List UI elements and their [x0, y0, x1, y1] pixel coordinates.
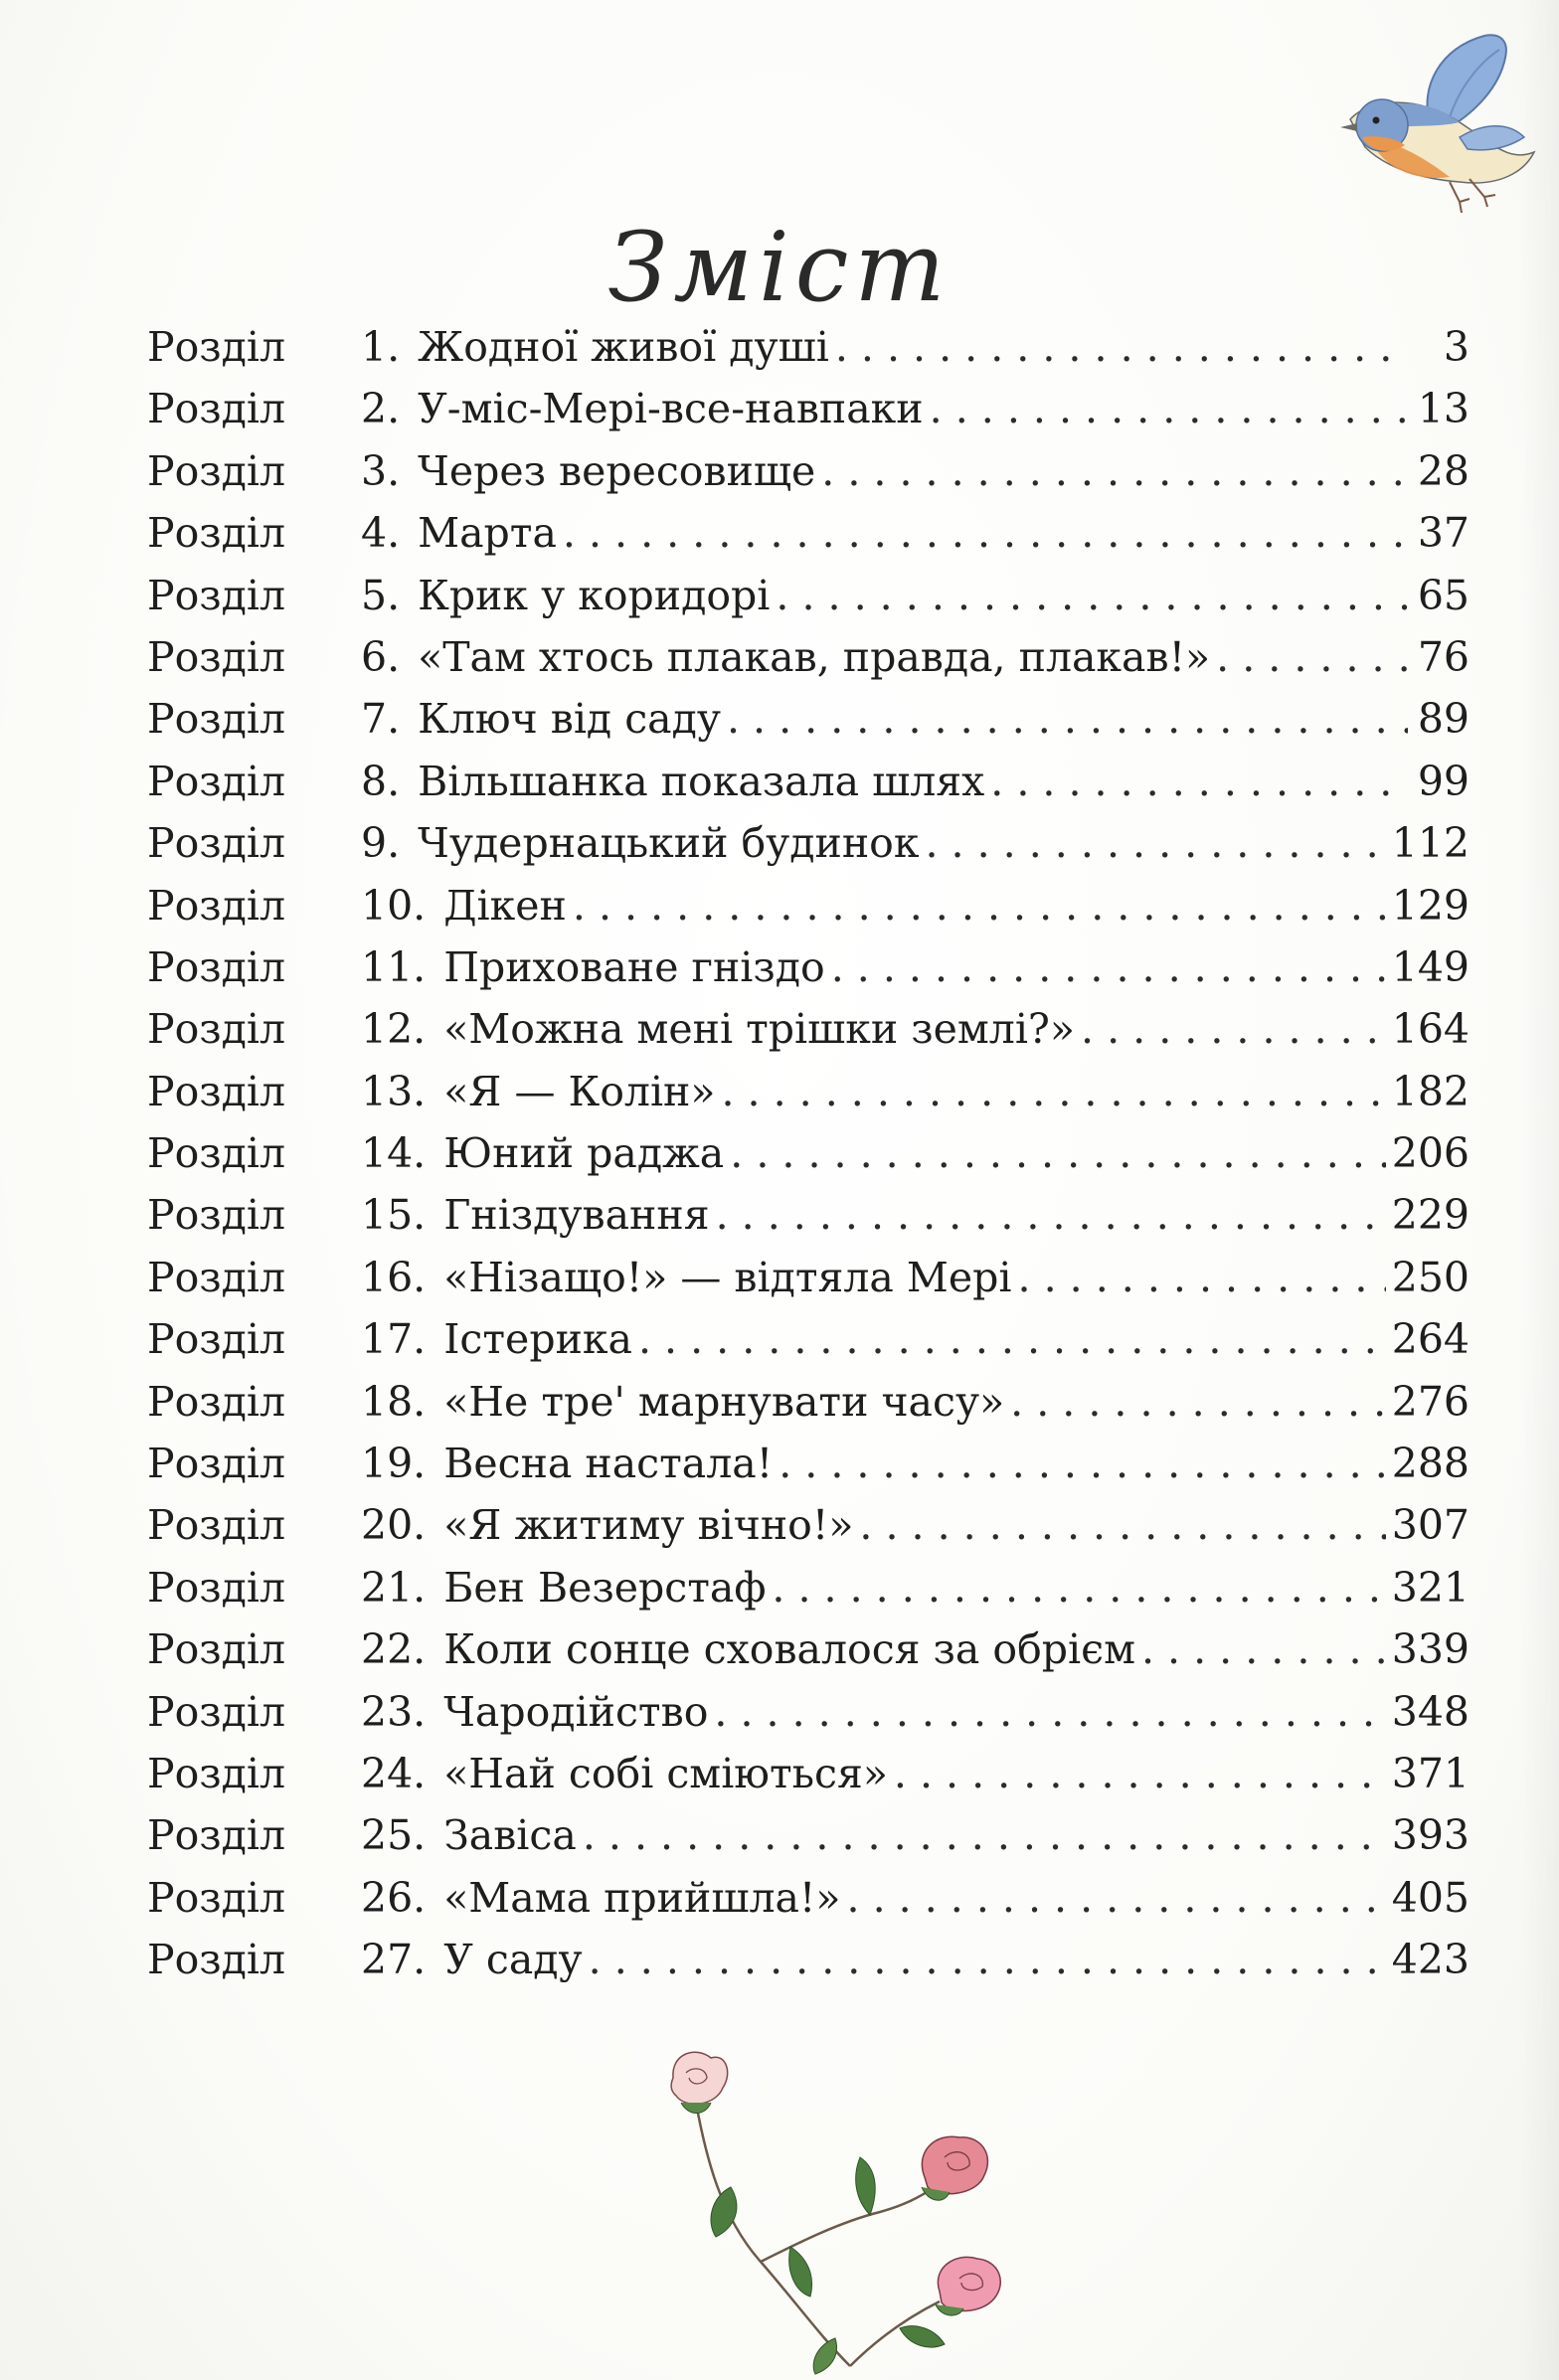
toc-entry: [147, 440, 1470, 502]
page-title: Зміст: [607, 212, 952, 324]
chapter-number: 25.: [361, 1811, 427, 1860]
toc-entry: [147, 1804, 1470, 1866]
chapter-number: 10.: [361, 881, 427, 930]
toc-entry: [147, 1433, 1470, 1494]
page-number: 250: [1391, 1253, 1470, 1301]
dot-leader: [730, 1122, 1385, 1184]
page-number: 3: [1443, 323, 1470, 371]
toc-entry: [147, 1494, 1470, 1556]
page-number: 13: [1417, 385, 1470, 433]
chapter-word: Розділ: [147, 942, 286, 991]
chapter-number: 9.: [361, 819, 401, 868]
chapter-word: Розділ: [147, 881, 286, 930]
page-number: 339: [1391, 1625, 1470, 1674]
page-edge-shadow: [1519, 0, 1559, 2380]
dot-leader: [563, 502, 1408, 564]
dot-leader: [835, 316, 1408, 378]
chapter-number: 23.: [361, 1687, 427, 1736]
chapter-word: Розділ: [147, 1315, 286, 1364]
chapter-number: 1.: [361, 323, 401, 371]
chapter-word: Розділ: [147, 1873, 286, 1922]
toc-entry: [147, 502, 1470, 564]
dot-leader: [990, 751, 1408, 812]
chapter-number: 15.: [361, 1191, 427, 1240]
chapter-title: «Я житиму вічно!»: [443, 1501, 854, 1550]
chapter-number: 13.: [361, 1067, 427, 1115]
chapter-word: Розділ: [147, 1253, 286, 1301]
chapter-title: Чудернацький будинок: [418, 819, 920, 868]
page-number: 405: [1391, 1873, 1470, 1922]
toc-entry: [147, 1681, 1470, 1743]
page-number: 129: [1391, 881, 1470, 930]
chapter-word: Розділ: [147, 1129, 286, 1178]
dot-leader: [930, 378, 1408, 439]
page-number: 149: [1391, 942, 1470, 991]
chapter-title: Приховане гніздо: [443, 942, 825, 991]
chapter-word: Розділ: [147, 1563, 286, 1612]
chapter-title: Ключ від саду: [418, 695, 721, 744]
dot-leader: [638, 1308, 1386, 1370]
chapter-number: 11.: [361, 942, 427, 991]
dot-leader: [573, 875, 1386, 936]
chapter-title: Чародійство: [443, 1687, 709, 1736]
page-number: 112: [1391, 819, 1470, 868]
chapter-number: 22.: [361, 1625, 427, 1674]
chapter-number: 17.: [361, 1315, 427, 1364]
chapter-word: Розділ: [147, 1687, 286, 1736]
page-number: 229: [1391, 1191, 1470, 1240]
chapter-number: 16.: [361, 1253, 427, 1301]
page-number: 371: [1391, 1749, 1470, 1797]
toc-entry: [147, 565, 1470, 626]
chapter-word: Розділ: [147, 695, 286, 744]
page-number: 206: [1391, 1129, 1470, 1178]
chapter-number: 19.: [361, 1440, 427, 1488]
toc-entry: [147, 1618, 1470, 1680]
toc-entry: [147, 1184, 1470, 1246]
chapter-word: Розділ: [147, 385, 286, 433]
dot-leader: [1018, 1247, 1386, 1308]
roses-icon: [611, 2048, 1029, 2376]
chapter-title: Дікен: [443, 881, 567, 930]
chapter-word: Розділ: [147, 1625, 286, 1674]
chapter-title: Коли сонце сховалося за обрієм: [443, 1625, 1135, 1674]
chapter-word: Розділ: [147, 1005, 286, 1054]
dot-leader: [1216, 626, 1408, 688]
toc-entry: [147, 1929, 1470, 1990]
dot-leader: [821, 440, 1408, 502]
dot-leader: [859, 1494, 1385, 1556]
chapter-number: 7.: [361, 695, 401, 744]
chapter-title: Марта: [418, 509, 557, 558]
chapter-word: Розділ: [147, 1501, 286, 1550]
toc-entry: [147, 1122, 1470, 1184]
chapter-title: Гніздування: [443, 1191, 710, 1240]
chapter-number: 20.: [361, 1501, 427, 1550]
toc-entry: [147, 316, 1470, 378]
dot-leader: [583, 1804, 1386, 1866]
toc-entry: [147, 1371, 1470, 1433]
page-number: 99: [1417, 757, 1470, 805]
toc-entry: [147, 998, 1470, 1060]
dot-leader: [1010, 1371, 1386, 1433]
toc-entry: [147, 751, 1470, 812]
dot-leader: [727, 688, 1408, 750]
chapter-title: «Нізащо!» — відтяла Мері: [443, 1253, 1012, 1301]
chapter-title: «Там хтось плакав, правда, плакав!»: [418, 632, 1211, 681]
chapter-word: Розділ: [147, 1749, 286, 1797]
chapter-word: Розділ: [147, 571, 286, 619]
chapter-number: 2.: [361, 385, 401, 433]
chapter-title: Бен Везерстаф: [443, 1563, 767, 1612]
chapter-word: Розділ: [147, 1191, 286, 1240]
toc-entry: [147, 936, 1470, 998]
chapter-number: 5.: [361, 571, 401, 619]
chapter-title: Завіса: [443, 1811, 577, 1860]
page-number: 89: [1417, 695, 1470, 744]
chapter-title: У-міс-Мері-все-навпаки: [418, 385, 924, 433]
chapter-title: У саду: [443, 1936, 583, 1984]
chapter-word: Розділ: [147, 1377, 286, 1426]
page-number: 76: [1417, 632, 1470, 681]
chapter-word: Розділ: [147, 1067, 286, 1115]
chapter-title: «Я — Колін»: [443, 1067, 716, 1115]
dot-leader: [925, 812, 1385, 874]
dot-leader: [714, 1681, 1385, 1743]
dot-leader: [776, 565, 1408, 626]
chapter-word: Розділ: [147, 323, 286, 371]
chapter-number: 4.: [361, 509, 401, 558]
chapter-title: Вільшанка показала шлях: [418, 757, 985, 805]
page-number: 321: [1391, 1563, 1470, 1612]
toc-entry: [147, 1308, 1470, 1370]
dot-leader: [894, 1743, 1386, 1804]
page-number: 307: [1391, 1501, 1470, 1550]
chapter-word: Розділ: [147, 1811, 286, 1860]
chapter-number: 27.: [361, 1936, 427, 1984]
toc-entry: [147, 1557, 1470, 1618]
chapter-word: Розділ: [147, 446, 286, 495]
table-of-contents: [147, 316, 1470, 1991]
dot-leader: [721, 1061, 1385, 1122]
chapter-word: Розділ: [147, 632, 286, 681]
page-number: 276: [1391, 1377, 1470, 1426]
chapter-number: 3.: [361, 446, 401, 495]
dot-leader: [589, 1929, 1386, 1990]
chapter-title: Весна настала!: [443, 1440, 774, 1488]
dot-leader: [831, 936, 1386, 998]
page-number: 264: [1391, 1315, 1470, 1364]
dot-leader: [716, 1184, 1386, 1246]
dot-leader: [772, 1557, 1385, 1618]
dot-leader: [779, 1433, 1386, 1494]
chapter-title: Жодної живої душі: [418, 323, 829, 371]
chapter-number: 6.: [361, 632, 401, 681]
page-number: 164: [1391, 1005, 1470, 1054]
toc-entry: [147, 1247, 1470, 1308]
toc-entry: [147, 1743, 1470, 1804]
chapter-number: 26.: [361, 1873, 427, 1922]
toc-entry: [147, 1061, 1470, 1122]
toc-entry: [147, 812, 1470, 874]
dot-leader: [847, 1867, 1386, 1929]
chapter-title: Крик у коридорі: [418, 571, 771, 619]
page-number: 348: [1391, 1687, 1470, 1736]
toc-entry: [147, 378, 1470, 439]
chapter-number: 21.: [361, 1563, 427, 1612]
chapter-title: Через вересовище: [418, 446, 816, 495]
page-number: 288: [1391, 1440, 1470, 1488]
chapter-word: Розділ: [147, 509, 286, 558]
chapter-title: Юний раджа: [443, 1129, 725, 1178]
chapter-word: Розділ: [147, 1440, 286, 1488]
dot-leader: [1081, 998, 1386, 1060]
page-number: 393: [1391, 1811, 1470, 1860]
chapter-number: 24.: [361, 1749, 427, 1797]
chapter-word: Розділ: [147, 757, 286, 805]
chapter-word: Розділ: [147, 819, 286, 868]
page-number: 423: [1391, 1936, 1470, 1984]
page-number: 28: [1417, 446, 1470, 495]
chapter-title: Істерика: [443, 1315, 632, 1364]
page-number: 65: [1417, 571, 1470, 619]
toc-entry: [147, 688, 1470, 750]
chapter-title: «Най собі сміються»: [443, 1749, 888, 1797]
chapter-title: «Можна мені трішки землі?»: [443, 1005, 1075, 1054]
chapter-title: «Не тре' марнувати часу»: [443, 1377, 1005, 1426]
chapter-number: 8.: [361, 757, 401, 805]
toc-entry: [147, 626, 1470, 688]
page-number: 182: [1391, 1067, 1470, 1115]
dot-leader: [1141, 1618, 1386, 1680]
toc-entry: [147, 1867, 1470, 1929]
chapter-word: Розділ: [147, 1936, 286, 1984]
chapter-number: 18.: [361, 1377, 427, 1426]
toc-entry: [147, 875, 1470, 936]
chapter-number: 12.: [361, 1005, 427, 1054]
page-number: 37: [1417, 509, 1470, 558]
chapter-title: «Мама прийшла!»: [443, 1873, 841, 1922]
chapter-number: 14.: [361, 1129, 427, 1178]
